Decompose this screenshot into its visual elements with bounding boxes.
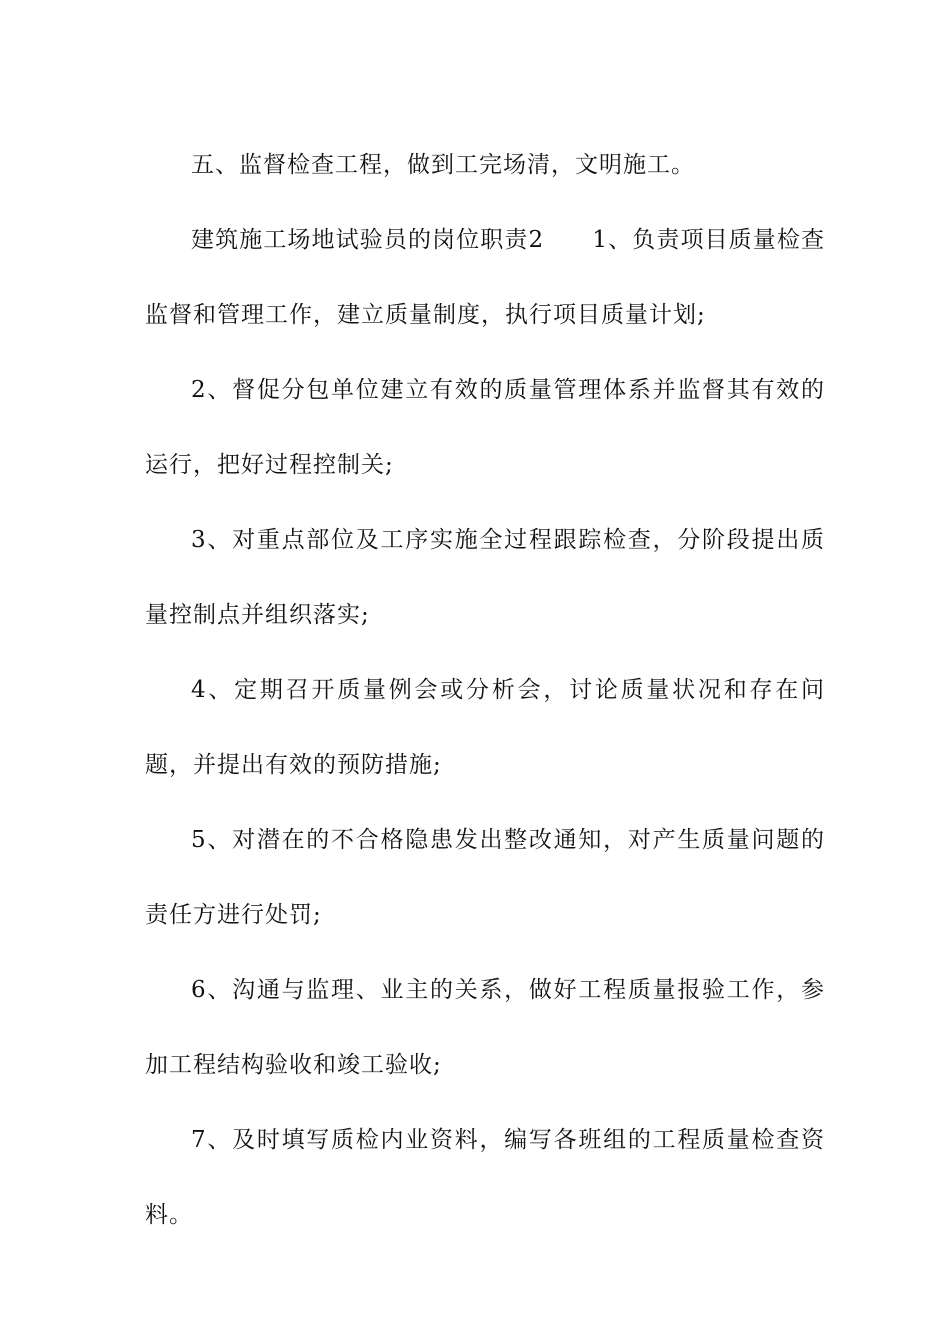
paragraph-duty-5: 5、对潜在的不合格隐患发出整改通知，对产生质量问题的责任方进行处罚; xyxy=(145,827,825,928)
paragraph-duty-2: 2、督促分包单位建立有效的质量管理体系并监督其有效的运行，把好过程控制关; xyxy=(145,377,825,478)
document-body xyxy=(145,128,825,1253)
paragraph-duty-3: 3、对重点部位及工序实施全过程跟踪检查，分阶段提出质量控制点并组织落实; xyxy=(145,527,825,628)
paragraph-duty-7: 7、及时填写质检内业资料，编写各班组的工程质量检查资料。 xyxy=(145,1127,825,1228)
paragraph-section-five: 五、监督检查工程，做到工完场清，文明施工。 xyxy=(191,152,695,178)
paragraph-duty-4: 4、定期召开质量例会或分析会，讨论质量状况和存在问题，并提出有效的预防措施; xyxy=(145,677,825,778)
paragraph-duty-6: 6、沟通与监理、业主的关系，做好工程质量报验工作，参加工程结构验收和竣工验收; xyxy=(145,977,825,1078)
paragraph-duty-1: 建筑施工场地试验员的岗位职责2 1、负责项目质量检查监督和管理工作，建立质量制度，执行项目质量计划; xyxy=(145,227,825,328)
